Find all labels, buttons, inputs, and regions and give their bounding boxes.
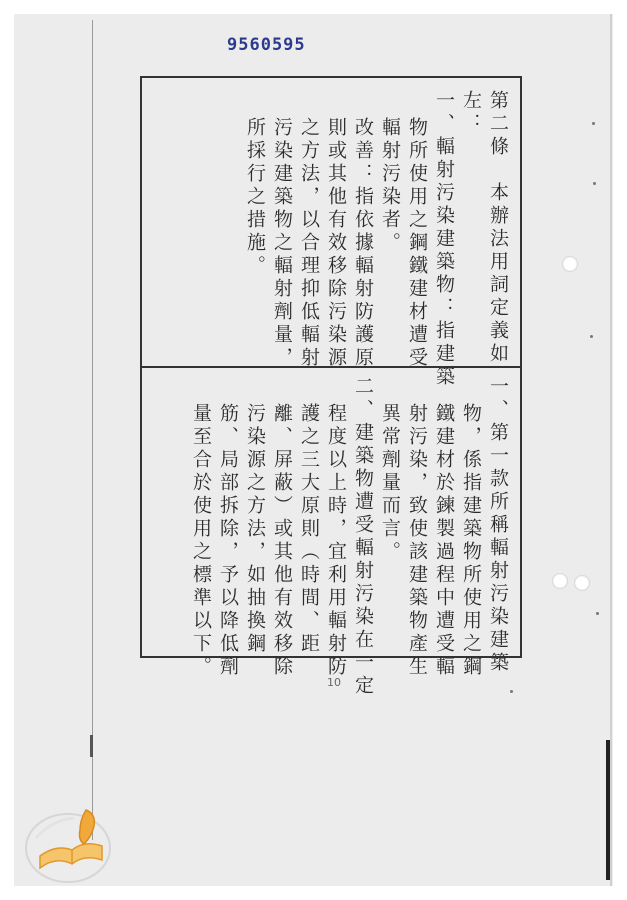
top-section (150, 90, 515, 389)
page-edge-shadow (610, 14, 612, 886)
text-column: 離、屏蔽）或其他有效移除 (271, 403, 293, 679)
scan-speck (593, 182, 596, 185)
text-column: 量至合於使用之標準以下。 (190, 403, 212, 679)
text-column: 二、建築物遭受輻射污染在一定 (352, 376, 374, 698)
punch-hole-bottom-right (574, 575, 590, 591)
text-column: 改善：指依據輻射防護原 (352, 117, 374, 370)
text-column: 左： (460, 90, 482, 136)
text-column: 一、輻射污染建築物：指建築 (433, 90, 455, 389)
document-number: 9560595 (227, 35, 306, 55)
margin-mark (90, 735, 93, 757)
text-column: 第二條 本辦法用詞定義如 (487, 90, 509, 366)
punch-hole-bottom-left (552, 573, 568, 589)
text-column: 輻射污染者。 (379, 117, 401, 255)
scan-edge-bar (606, 740, 610, 880)
text-column: 程度以上時，宜利用輻射防 (325, 403, 347, 679)
page-number: 10 (327, 676, 341, 689)
scan-speck (510, 690, 513, 693)
text-column: 筋、局部拆除，予以降低劑 (217, 403, 239, 679)
text-column: 異常劑量而言。 (379, 403, 401, 564)
text-column: 物，係指建築物所使用之鋼 (460, 403, 482, 679)
taiwan-map-book-logo-icon (22, 800, 118, 886)
text-column: 所採行之措施。 (244, 117, 266, 278)
text-column: 一、第一款所稱輻射污染建築 (487, 376, 509, 675)
text-column: 污染建築物之輻射劑量， (271, 117, 293, 370)
text-column: 污染源之方法，如抽換鋼 (244, 403, 266, 656)
scan-speck (592, 122, 595, 125)
text-column: 物所使用之鋼鐵建材遭受 (406, 117, 428, 370)
punch-hole-top (562, 256, 578, 272)
text-column: 之方法，以合理抑低輻射 (298, 117, 320, 370)
text-column: 鐵建材於鍊製過程中遭受輻 (433, 403, 455, 679)
text-column: 射污染，致使該建築物產生 (406, 403, 428, 679)
scan-speck (596, 612, 599, 615)
binding-margin-line (92, 20, 93, 840)
text-column: 護之三大原則（時間、距 (298, 403, 320, 656)
scan-speck (590, 335, 593, 338)
text-column: 則或其他有效移除污染源 (325, 117, 347, 370)
